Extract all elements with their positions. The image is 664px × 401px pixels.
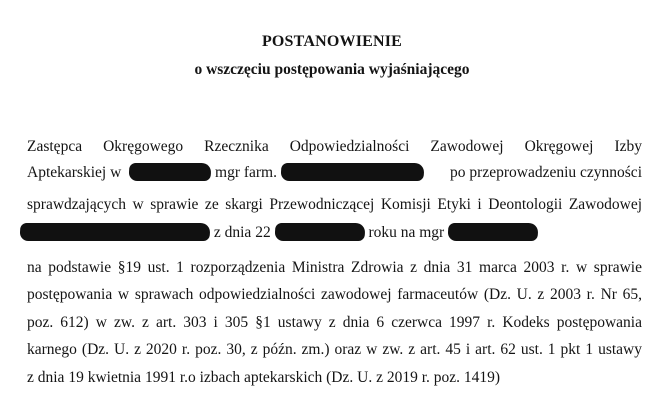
paragraph-line-8: karnego (Dz. U. z 2020 r. poz. 30, z późn. zm.) oraz w zw. z art. 45 i art. 62 ust. 1 pkt 1 ustawy [27,341,642,358]
paragraph-line-3: sprawdzających w sprawie ze skargi Przewodniczącej Komisji Etyki i Deontologii Zawodowej [27,196,642,213]
text-segment: mgr farm. [215,164,277,181]
text-segment: po przeprowadzeniu czynności [450,164,642,181]
text-segment: Aptekarskiej w [27,164,122,181]
text-segment: z dnia 22 [213,224,271,241]
paragraph-line-7: poz. 612) w zw. z art. 303 i 305 §1 ustawy z dnia 6 czerwca 1997 r. Kodeks postępowania [27,314,642,331]
document-subtitle: o wszczęciu postępowania wyjaśniającego [194,61,470,78]
redaction-block [129,163,212,181]
document-title: POSTANOWIENIE [261,33,403,50]
redaction-block [280,163,424,181]
paragraph-line-6: postępowania w sprawach odpowiedzialności zawodowej farmaceutów (Dz. U. z 2003 r. Nr 65, [27,286,642,303]
redaction-block [447,223,538,241]
redaction-block [19,223,210,241]
paragraph-line-4 [20,223,635,243]
redaction-block [274,223,365,241]
paragraph-line-9: z dnia 19 kwietnia 1991 r.o izbach aptekarskich (Dz. U. z 2019 r. poz. 1419) [27,369,501,386]
paragraph-line-1: Zastępca Okręgowego Rzecznika Odpowiedzialności Zawodowej Okręgowej Izby [27,138,642,155]
text-segment: roku na mgr [368,224,445,241]
paragraph-line-5: na podstawie §19 ust. 1 rozporządzenia Ministra Zdrowia z dnia 31 marca 2003 r. w sprawie [27,259,642,276]
paragraph-line-2 [27,163,642,183]
